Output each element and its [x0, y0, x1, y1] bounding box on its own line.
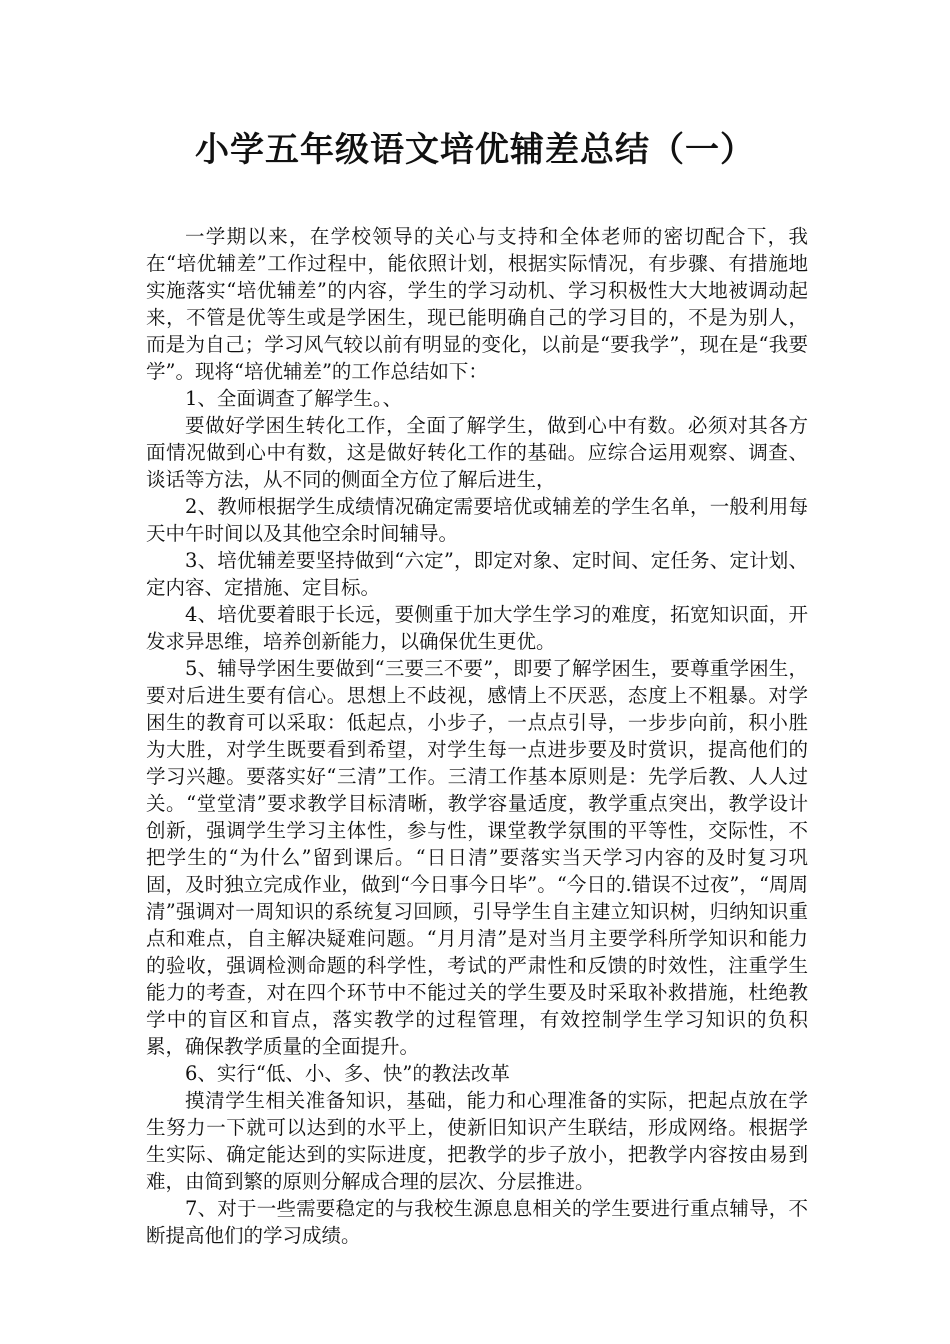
paragraph-item-1-heading: 1、全面调查了解学生。、: [185, 387, 403, 410]
paragraph-item-5: 5、辅导学困生要做到“三要三不要”，即要了解学困生，要尊重学困生，要对后进生要有信心。思想上不歧视，感情上不厌恶，态度上不粗暴。对学困生的教育可以采取：低起点，小步子，一点点引导，一步步向前，积小胜为大胜，对学生既要看到希望，对学生每一点进步要及时赏识，提高他们的学习兴趣。要落实好“三清”工作。三清工作基本原则是：先学后教、人人过关。“堂堂清”要求教学目标清晰，教学容量适度，教学重点突出，教学设计创新，强调学生学习主体性，参与性，课堂教学氛围的平等性，交际性，不把学生的“为什么”留到课后。“日日清”要落实当天学习内容的及时复习巩固，及时独立完成作业，做到“今日事今日毕”。“今日的.错误不过夜”，“周周清”强调对一周知识的系统复习回顾，引导学生自主建立知识树，归纳知识重点和难点，自主解决疑难问题。“月月清”是对当月主要学科所学知识和能力的验收，强调检测命题的科学性，考试的严肃性和反馈的时效性，注重学生能力的考查，对在四个环节中不能过关的学生要及时采取补救措施，杜绝教学中的盲区和盲点，落实教学的过程管理，有效控制学生学习知识的负积累，确保教学质量的全面提升。: [146, 657, 808, 1058]
paragraph-item-2: 2、教师根据学生成绩情况确定需要培优或辅差的学生名单，一般利用每天中午时间以及其他空余时间辅导。: [146, 495, 808, 545]
paragraph-item-4: 4、培优要着眼于长远，要侧重于加大学生学习的难度，拓宽知识面，开发求异思维，培养创新能力，以确保优生更优。: [146, 603, 808, 653]
paragraph-item-6-heading: 6、实行“低、小、多、快”的教法改革: [185, 1062, 510, 1085]
paragraph-item-6-body: 摸清学生相关准备知识，基础，能力和心理准备的实际，把起点放在学生努力一下就可以达到的水平上，使新旧知识产生联结，形成网络。根据学生实际、确定能达到的实际进度，把教学的步子放小，把教学内容按由易到难，由简到繁的原则分解成合理的层次、分层推进。: [146, 1089, 808, 1193]
document-title: 小学五年级语文培优辅差总结（一）: [195, 130, 755, 170]
paragraph-item-7: 7、对于一些需要稳定的与我校生源息息相关的学生要进行重点辅导，不断提高他们的学习成绩。: [146, 1197, 808, 1247]
paragraph-item-1-body: 要做好学困生转化工作，全面了解学生，做到心中有数。必须对其各方面情况做到心中有数，这是做好转化工作的基础。应综合运用观察、调查、谈话等方法，从不同的侧面全方位了解后进生，: [146, 414, 808, 491]
paragraph-item-3: 3、培优辅差要坚持做到“六定”，即定对象、定时间、定任务、定计划、定内容、定措施、定目标。: [146, 549, 808, 599]
paragraph-intro: 一学期以来，在学校领导的关心与支持和全体老师的密切配合下，我在“培优辅差”工作过程中，能依照计划，根据实际情况，有步骤、有措施地实施落实“培优辅差”的内容，学生的学习动机、学习积极性大大地被调动起来，不管是优等生或是学困生，现已能明确自己的学习目的，不是为别人，而是为自己；学习风气较以前有明显的变化，以前是“要我学”，现在是“我要学”。现将“培优辅差”的工作总结如下：: [146, 225, 808, 383]
document-body: [146, 223, 808, 1249]
